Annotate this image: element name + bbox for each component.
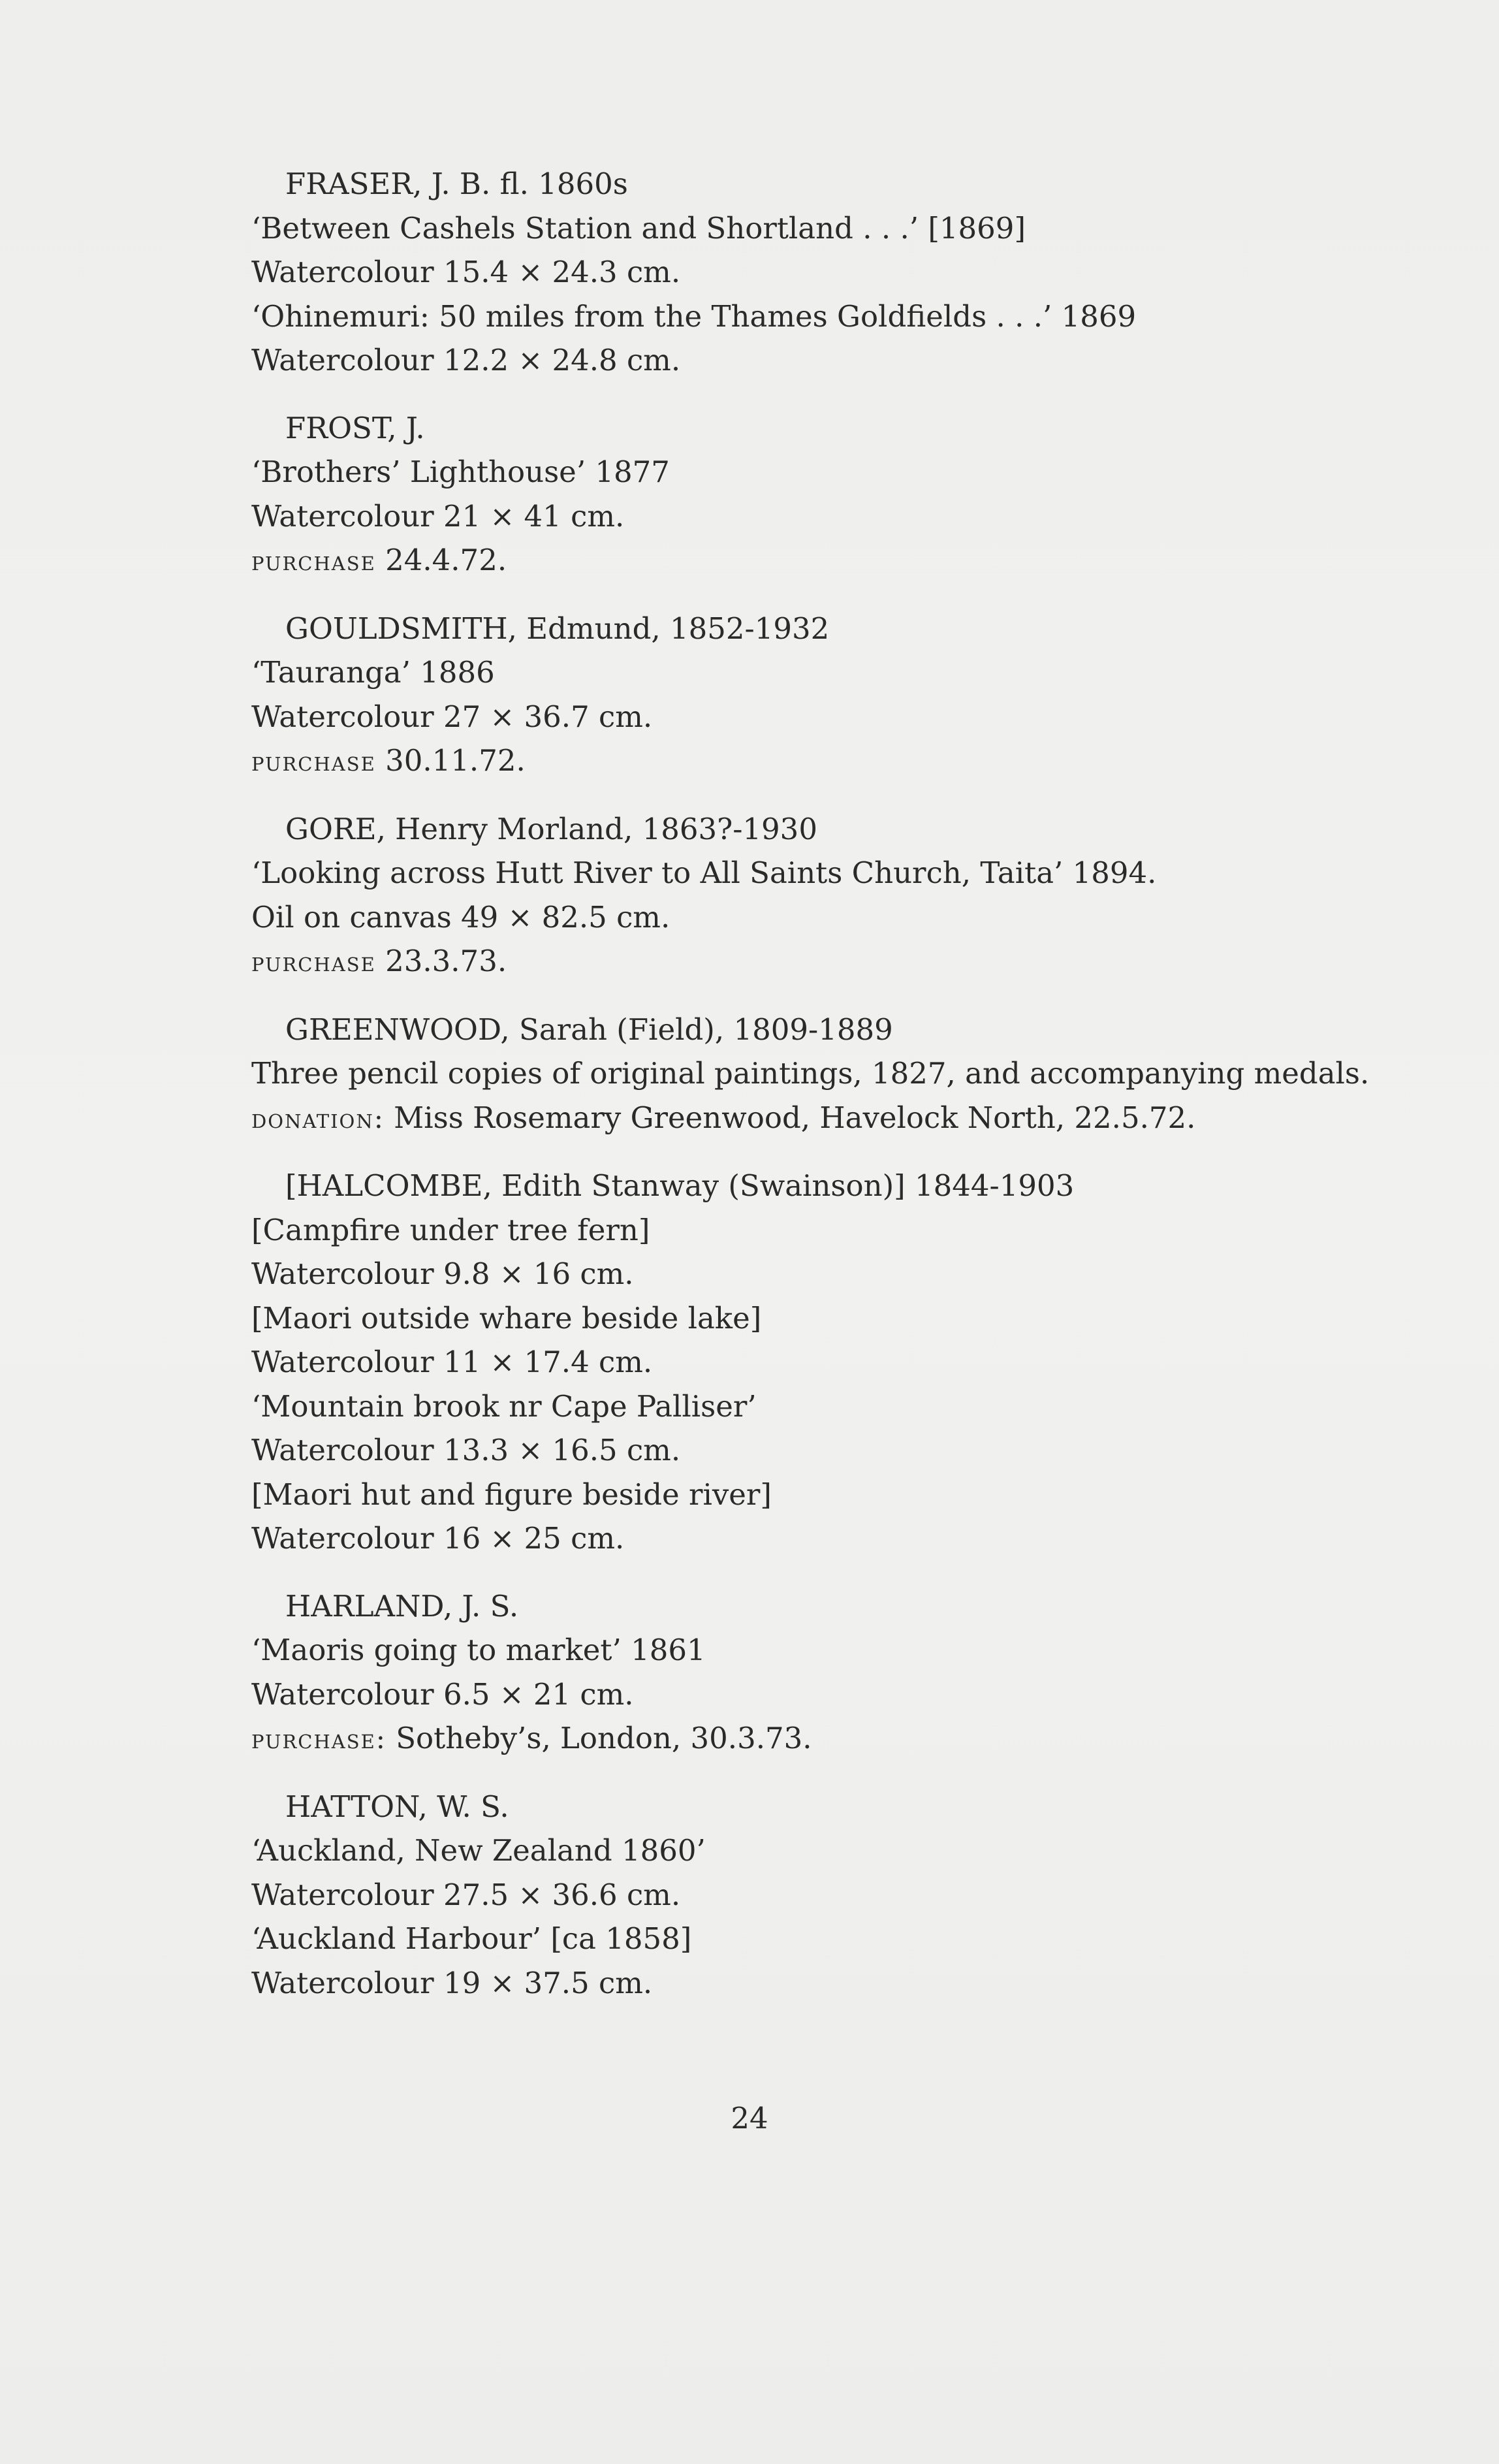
acquisition-detail: Sotheby’s, London, 30.3.73. xyxy=(396,1721,812,1755)
artwork-title: ‘Mountain brook nr Cape Palliser’ xyxy=(251,1388,757,1424)
acquisition-line xyxy=(251,1716,1387,1761)
artist-heading: FROST, J. xyxy=(285,410,425,445)
catalogue-entry xyxy=(251,1164,1387,1561)
acquisition-label: purchase xyxy=(251,946,376,978)
artwork-medium: Watercolour 6.5 × 21 cm. xyxy=(251,1676,634,1712)
artwork-title: ‘Between Cashels Station and Shortland . . .’ [1869] xyxy=(251,210,1026,246)
artwork-title: ‘Maoris going to market’ 1861 xyxy=(251,1633,706,1667)
catalogue-entry xyxy=(251,1785,1387,2006)
artwork-title: [Campfire under tree fern] xyxy=(251,1212,650,1247)
acquisition-detail: Miss Rosemary Greenwood, Havelock North, 22.5.72. xyxy=(394,1100,1196,1135)
artist-heading: [HALCOMBE, Edith Stanway (Swainson)] 1844-1903 xyxy=(285,1168,1075,1203)
catalogue-entry xyxy=(251,162,1387,383)
artist-heading: HATTON, W. S. xyxy=(285,1789,509,1824)
catalogue-entry xyxy=(251,1008,1387,1141)
catalogue-entry xyxy=(251,1584,1387,1761)
artwork-medium: Watercolour 11 × 17.4 cm. xyxy=(251,1345,653,1379)
artist-heading: GOULDSMITH, Edmund, 1852-1932 xyxy=(285,611,830,646)
artwork-medium: Watercolour 9.8 × 16 cm. xyxy=(251,1256,634,1291)
acquisition-detail: 30.11.72. xyxy=(385,743,526,778)
acquisition-label: donation: xyxy=(251,1102,385,1134)
catalogue-entry xyxy=(251,406,1387,583)
acquisition-line xyxy=(251,1096,1387,1141)
artwork-medium: Watercolour 16 × 25 cm. xyxy=(251,1521,625,1556)
artwork-medium: Watercolour 15.4 × 24.3 cm. xyxy=(251,255,681,289)
artist-heading: GREENWOOD, Sarah (Field), 1809-1889 xyxy=(285,1012,893,1047)
artist-heading: HARLAND, J. S. xyxy=(285,1588,519,1624)
acquisition-line xyxy=(251,739,1387,784)
artwork-title: ‘Auckland, New Zealand 1860’ xyxy=(251,1833,706,1868)
artwork-medium: Watercolour 13.3 × 16.5 cm. xyxy=(251,1433,681,1467)
catalogue-entry xyxy=(251,607,1387,784)
artwork-description: Three pencil copies of original paintings, 1827, and accompanying medals. xyxy=(251,1056,1370,1091)
artwork-medium: Watercolour 27.5 × 36.6 cm. xyxy=(251,1877,681,1912)
artwork-title: ‘Auckland Harbour’ [ca 1858] xyxy=(251,1921,692,1956)
acquisition-line xyxy=(251,538,1387,583)
acquisition-label: purchase: xyxy=(251,1723,387,1755)
artwork-medium: Watercolour 19 × 37.5 cm. xyxy=(251,1965,653,2000)
acquisition-line xyxy=(251,939,1387,984)
catalogue-entries xyxy=(251,162,1387,2028)
page-number: 24 xyxy=(731,2101,768,2136)
acquisition-detail: 23.3.73. xyxy=(385,944,507,978)
artwork-title: ‘Tauranga’ 1886 xyxy=(251,655,495,690)
artwork-medium: Oil on canvas 49 × 82.5 cm. xyxy=(251,899,671,935)
artwork-title: ‘Looking across Hutt River to All Saints Church, Taita’ 1894. xyxy=(251,856,1157,890)
artwork-title: ‘Brothers’ Lighthouse’ 1877 xyxy=(251,455,670,489)
artwork-medium: Watercolour 21 × 41 cm. xyxy=(251,498,625,534)
artwork-title: ‘Ohinemuri: 50 miles from the Thames Goldfields . . .’ 1869 xyxy=(251,298,1137,334)
catalogue-entry xyxy=(251,807,1387,984)
artwork-title: [Maori outside whare beside lake] xyxy=(251,1300,762,1336)
acquisition-label: purchase xyxy=(251,745,376,777)
artwork-medium: Watercolour 12.2 × 24.8 cm. xyxy=(251,343,681,377)
artist-heading: GORE, Henry Morland, 1863?-1930 xyxy=(285,811,817,846)
acquisition-label: purchase xyxy=(251,545,376,577)
artist-heading: FRASER, J. B. fl. 1860s xyxy=(285,167,628,201)
acquisition-detail: 24.4.72. xyxy=(385,543,507,577)
artwork-title: [Maori hut and figure beside river] xyxy=(251,1477,772,1512)
artwork-medium: Watercolour 27 × 36.7 cm. xyxy=(251,699,653,734)
